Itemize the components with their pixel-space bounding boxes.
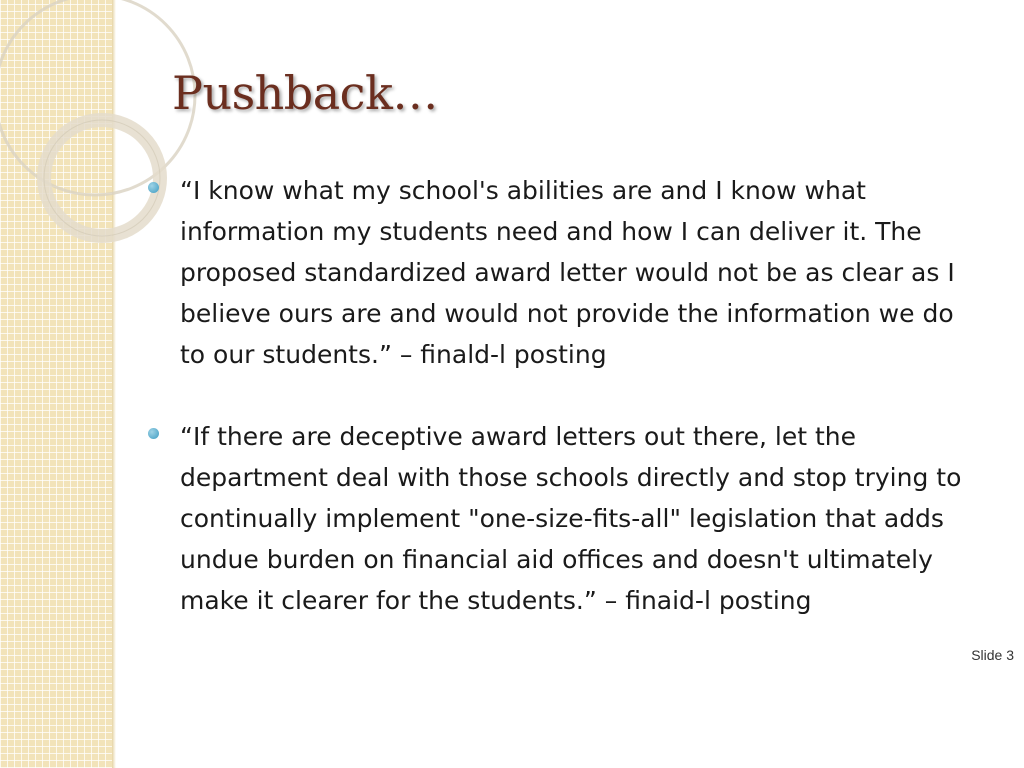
bullet-text: “I know what my school's abilities are and I know what information my students need and how I can deliver it. The proposed standardized award letter would not be as clear as I believe ours are and would not provide the information we do to our students.” – finald-l posting [180,176,955,369]
bullet-dot-icon [148,182,159,193]
slide-title: Pushback… [172,66,438,120]
bullet-dot-icon [148,428,159,439]
thick-ring-decoration [44,120,160,236]
bullet-item [148,416,968,621]
slide-number: Slide 3 [971,647,1014,663]
bullet-list [148,170,968,662]
bullet-text: “If there are deceptive award letters out there, let the department deal with those schools directly and stop trying to continually implement "one-size-fits-all" legislation that adds undue burden on financial aid offices and doesn't ultimately make it clearer for the students.” – finaid-l posting [180,422,962,615]
bullet-item [148,170,968,375]
